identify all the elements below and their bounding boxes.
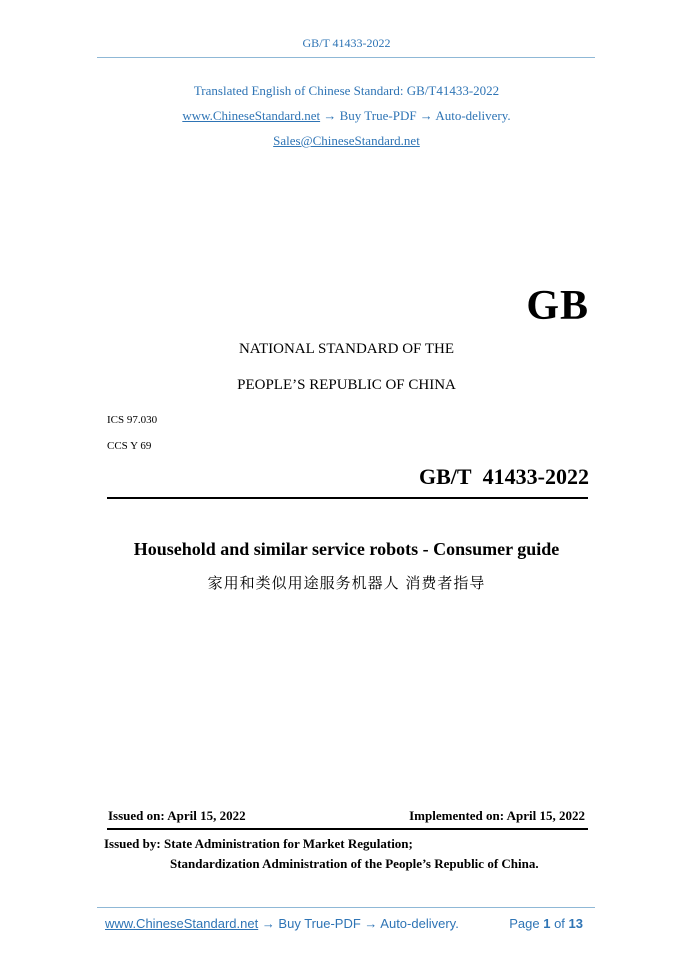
- footer-site-link[interactable]: www.ChineseStandard.net: [105, 916, 259, 931]
- ics-code: ICS 97.030: [107, 414, 158, 426]
- issued-on-date: Issued on: April 15, 2022: [108, 808, 246, 823]
- page-of: of: [554, 916, 565, 931]
- promo-line-translated: Translated English of Chinese Standard: GB/T41433-2022: [193, 83, 500, 98]
- issued-by-line1: Issued by: State Administration for Market Regulation;: [104, 836, 413, 851]
- page-current: 1: [543, 916, 551, 931]
- page-total: 13: [568, 916, 583, 931]
- national-standard-line1: NATIONAL STANDARD OF THE: [238, 341, 455, 357]
- title-divider: [107, 497, 588, 499]
- promo-site-link[interactable]: www.ChineseStandard.net: [182, 108, 321, 123]
- implemented-on-date: Implemented on: April 15, 2022: [409, 808, 585, 823]
- promo-line-buy: [0, 108, 693, 124]
- page-indicator: [509, 916, 583, 931]
- issue-divider: [107, 828, 588, 830]
- issued-by-line2: Standardization Administration of the People’s Republic of China.: [170, 856, 539, 871]
- document-title-english: Household and similar service robots - Consumer guide: [133, 539, 560, 559]
- promo-line-email: [0, 133, 693, 149]
- footer-buy-text: → Buy True-PDF → Auto-delivery.: [258, 916, 459, 931]
- footer-buy-line: [105, 916, 459, 931]
- standard-number: GB/T 41433-2022: [418, 464, 589, 489]
- promo-email-link[interactable]: Sales@ChineseStandard.net: [273, 133, 420, 148]
- footer-divider: [97, 907, 595, 908]
- document-title-chinese: 家用和类似用途服务机器人 消费者指导: [207, 574, 486, 592]
- page-label: Page: [509, 916, 540, 931]
- ccs-code: CCS Y 69: [107, 440, 152, 452]
- promo-buy-text: → Buy True-PDF → Auto-delivery.: [320, 108, 511, 123]
- national-standard-line2: PEOPLE’S REPUBLIC OF CHINA: [237, 377, 456, 393]
- header-standard-code: GB/T 41433-2022: [302, 36, 391, 50]
- header-divider: [97, 57, 595, 58]
- gb-logo: GB: [526, 283, 589, 329]
